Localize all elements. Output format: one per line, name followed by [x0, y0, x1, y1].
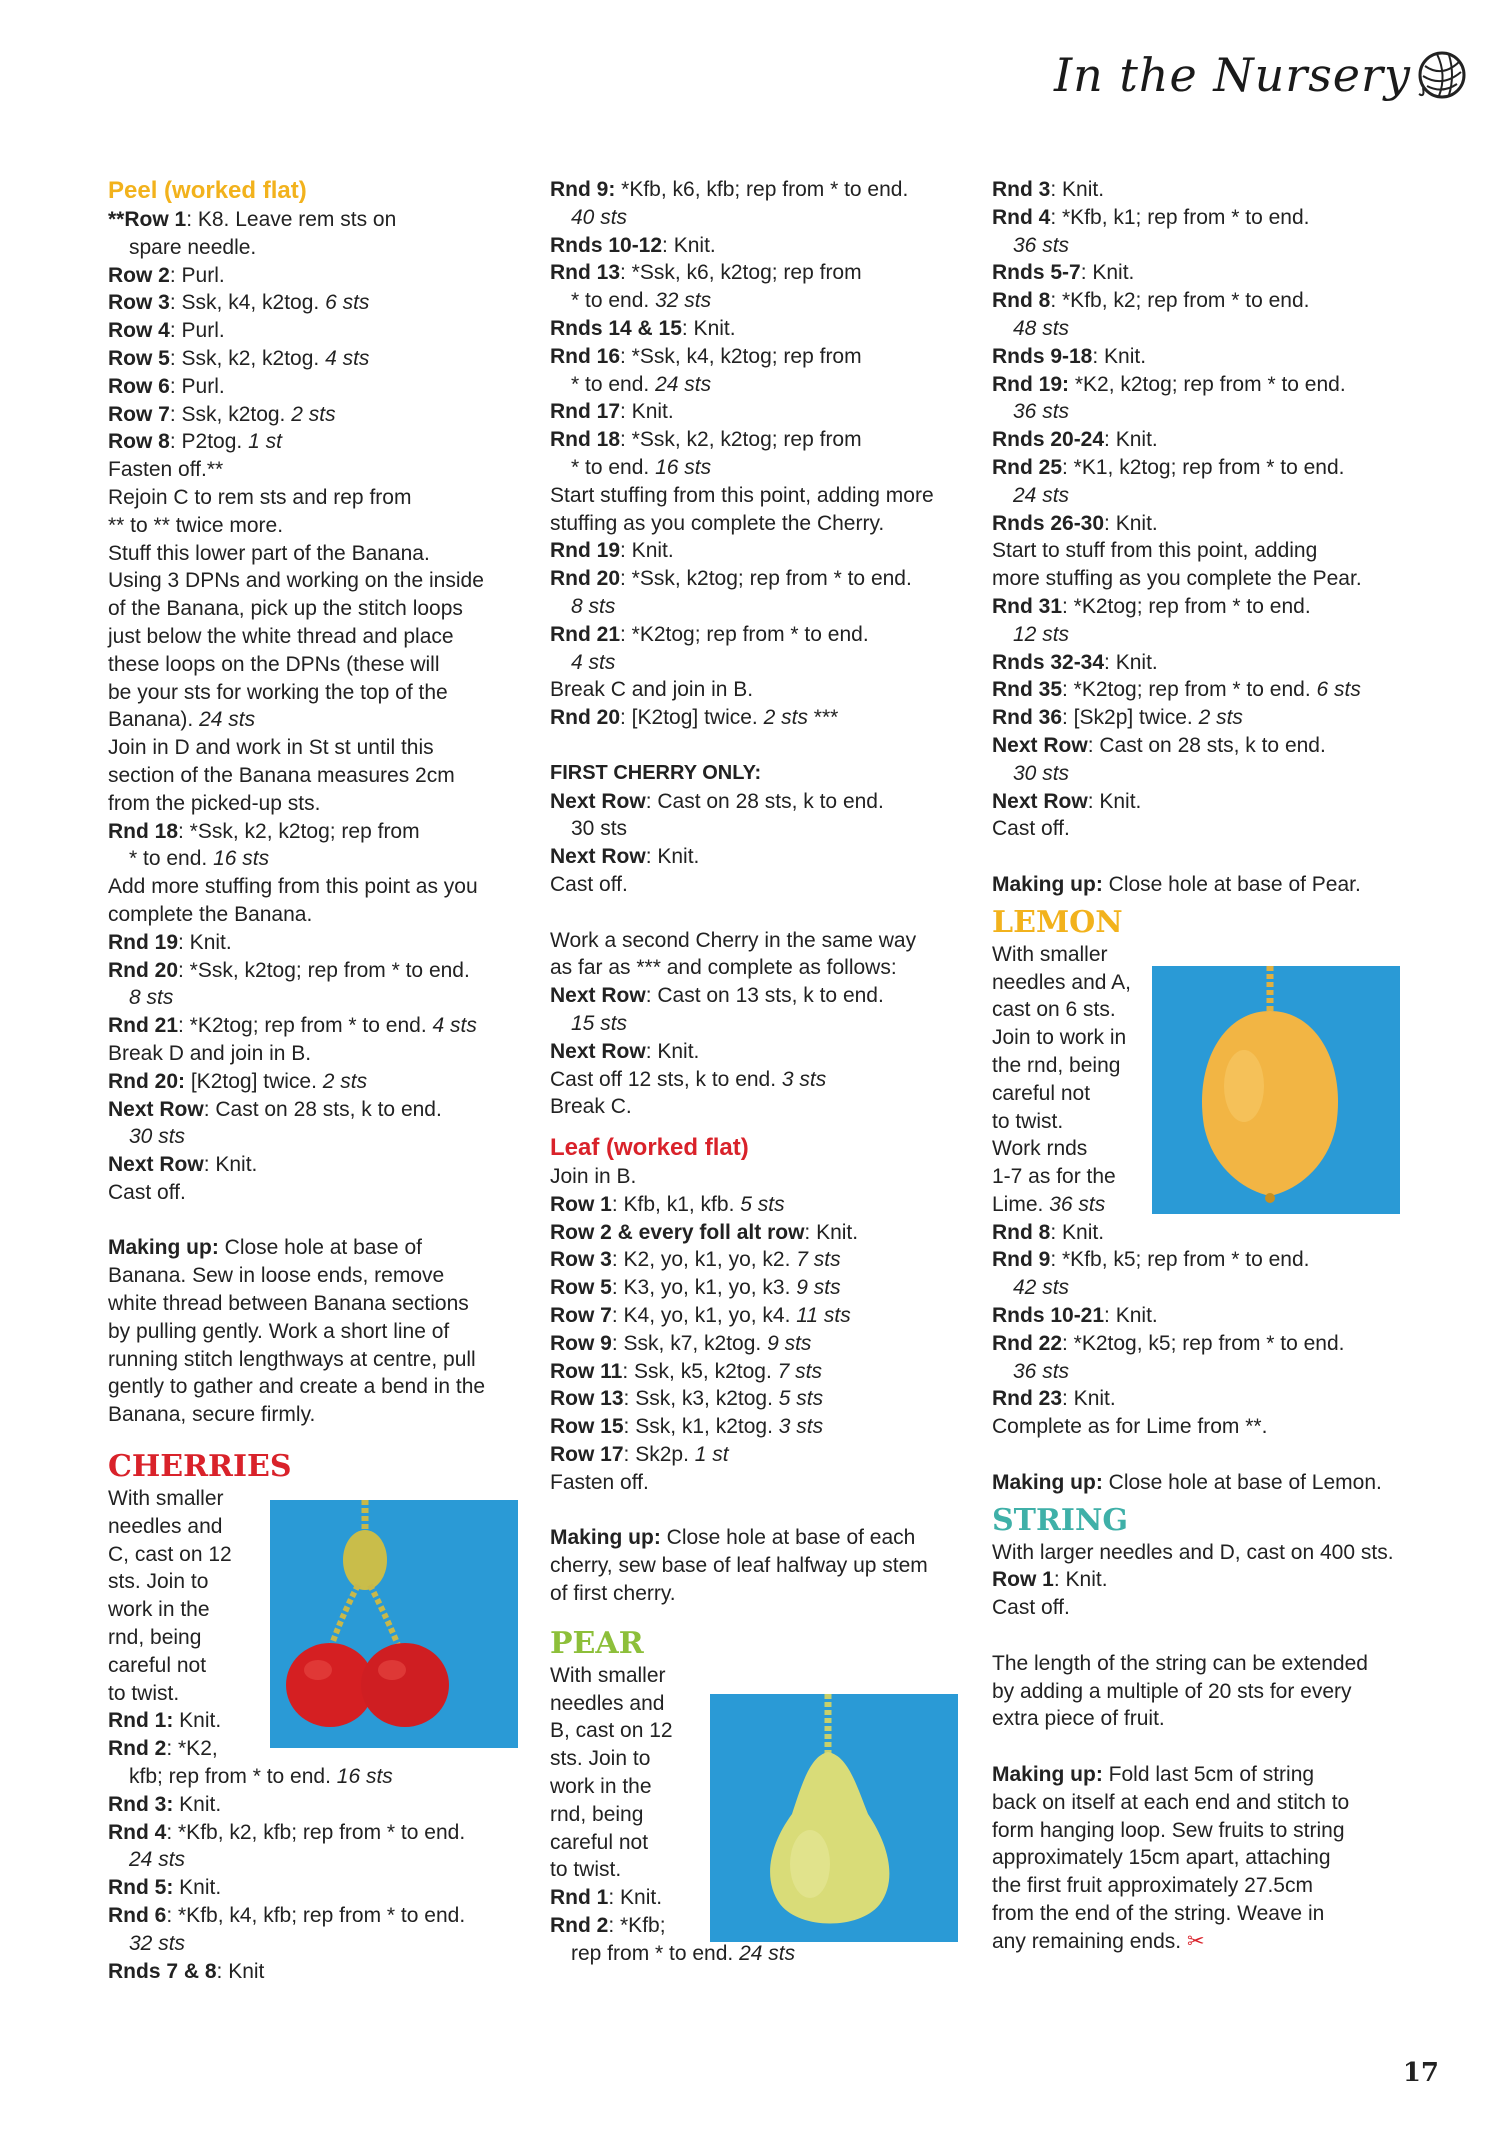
instruction-line: just below the white thread and place	[108, 624, 454, 648]
instruction-line: ** to ** twice more.	[108, 513, 284, 537]
instruction-line: 36 sts	[1013, 233, 1070, 257]
instruction-line: 32 sts	[129, 1931, 186, 1955]
instruction-line: Row 8: P2tog. 1 st	[108, 430, 282, 454]
instruction-line: * to end. 16 sts	[129, 847, 270, 871]
page-number: 17	[1402, 2058, 1439, 2088]
making-up-line: Banana. Sew in loose ends, remove	[108, 1264, 445, 1288]
lemon-photo	[1152, 966, 1400, 1214]
making-up-line: any remaining ends. ✂	[992, 1929, 1205, 1953]
instruction-line: With smaller	[108, 1487, 224, 1511]
instruction-line: Rnds 9-18: Knit.	[992, 344, 1147, 368]
making-up-line: from the end of the string. Weave in	[992, 1902, 1325, 1926]
instruction-line: Rnds 10-21: Knit.	[992, 1304, 1158, 1328]
string-heading: STRING	[992, 1502, 1128, 1538]
instruction-line: more stuffing as you complete the Pear.	[992, 567, 1362, 591]
instruction-line: Add more stuffing from this point as you	[108, 875, 478, 899]
section-title: In the Nursery	[1053, 48, 1411, 102]
instruction-line: 24 sts	[1013, 483, 1070, 507]
making-up-line: Making up: Close hole at base of Lemon.	[992, 1470, 1382, 1494]
instruction-line: Join to work in	[992, 1026, 1127, 1050]
instruction-line: Rnd 18: *Ssk, k2, k2tog; rep from	[108, 819, 420, 843]
instruction-line: Rnd 1: Knit.	[550, 1886, 663, 1910]
instruction-line: Join in B.	[550, 1165, 637, 1189]
instruction-line: Rnds 14 & 15: Knit.	[550, 316, 736, 340]
instruction-line: to twist.	[992, 1109, 1064, 1133]
pear-heading: PEAR	[550, 1625, 644, 1661]
instruction-line: by adding a multiple of 20 sts for every	[992, 1679, 1352, 1703]
instruction-line: to twist.	[550, 1858, 622, 1882]
instruction-line: Row 2 & every foll alt row: Knit.	[550, 1220, 859, 1244]
instruction-line: Rnd 20: [K2tog] twice. 2 sts ***	[550, 706, 839, 730]
instruction-line: Rnds 5-7: Knit.	[992, 261, 1135, 285]
instruction-line: careful not	[108, 1653, 207, 1677]
instruction-line: Break D and join in B.	[108, 1041, 312, 1065]
making-up-line: cherry, sew base of leaf halfway up stem	[550, 1554, 928, 1578]
instruction-line: Rnd 25: *K1, k2tog; rep from * to end.	[992, 455, 1345, 479]
instruction-line: Rnd 3: Knit.	[108, 1792, 222, 1816]
instruction-line: rnd, being	[550, 1802, 644, 1826]
instruction-line: Cast off.	[992, 1596, 1070, 1620]
instruction-line: The length of the string can be extended	[992, 1651, 1368, 1675]
making-up-line: form hanging loop. Sew fruits to string	[992, 1818, 1345, 1842]
instruction-line: Stuff this lower part of the Banana.	[108, 541, 430, 565]
instruction-line: With smaller	[992, 942, 1108, 966]
instruction-line: Rnd 17: Knit.	[550, 400, 674, 424]
instruction-line: 36 sts	[1013, 1359, 1070, 1383]
instruction-line: Banana). 24 sts	[108, 708, 256, 732]
instruction-line: 42 sts	[1013, 1276, 1070, 1300]
instruction-line: Row 5: Ssk, k2, k2tog. 4 sts	[108, 346, 370, 370]
instruction-line: Rnd 21: *K2tog; rep from * to end.	[550, 622, 869, 646]
instruction-line: Next Row: Knit.	[550, 845, 700, 869]
instruction-line: Rnd 2: *Kfb;	[550, 1914, 666, 1938]
instruction-line: Rnds 7 & 8: Knit	[108, 1959, 265, 1983]
instruction-line: Row 7: K4, yo, k1, yo, k4. 11 sts	[550, 1304, 851, 1328]
instruction-line: Rnd 3: Knit.	[992, 178, 1105, 201]
instruction-line: these loops on the DPNs (these will	[108, 652, 440, 676]
instruction-line: Rnd 16: *Ssk, k4, k2tog; rep from	[550, 344, 862, 368]
instruction-line: Row 15: Ssk, k1, k2tog. 3 sts	[550, 1415, 824, 1439]
instruction-line: Rnd 6: *Kfb, k4, kfb; rep from * to end.	[108, 1904, 466, 1928]
instruction-line: Next Row: Knit.	[550, 1039, 700, 1063]
instruction-line: Row 17: Sk2p. 1 st	[550, 1443, 729, 1467]
cherries-photo	[270, 1500, 518, 1748]
instruction-line: Rnd 20: *Ssk, k2tog; rep from * to end.	[550, 567, 912, 591]
instruction-line: C, cast on 12	[108, 1542, 232, 1566]
instruction-line: Rnd 4: *Kfb, k1; rep from * to end.	[992, 205, 1310, 229]
instruction-line: **Row 1: K8. Leave rem sts on	[108, 208, 397, 231]
instruction-line: Work a second Cherry in the same way	[550, 928, 917, 952]
instruction-line: Row 1: Knit.	[992, 1568, 1108, 1592]
making-up-line: of first cherry.	[550, 1582, 676, 1606]
instruction-line: work in the	[550, 1775, 652, 1799]
instruction-line: Lime. 36 sts	[992, 1192, 1106, 1216]
instruction-line: 24 sts	[129, 1848, 186, 1872]
instruction-line: careful not	[992, 1081, 1091, 1105]
instruction-line: Row 1: Kfb, k1, kfb. 5 sts	[550, 1192, 785, 1216]
instruction-line: Cast off.	[108, 1180, 186, 1204]
instruction-line: be your sts for working the top of the	[108, 680, 448, 704]
instruction-line: kfb; rep from * to end. 16 sts	[129, 1765, 393, 1789]
instruction-line: 4 sts	[571, 650, 616, 674]
instruction-line: Row 13: Ssk, k3, k2tog. 5 sts	[550, 1387, 824, 1411]
instruction-line: sts. Join to	[550, 1747, 651, 1771]
instruction-line: Rnd 36: [Sk2p] twice. 2 sts	[992, 706, 1243, 730]
instruction-line: Rnd 19: Knit.	[550, 539, 674, 563]
peel-heading: Peel (worked flat)	[108, 177, 307, 204]
instruction-line: rep from * to end. 24 sts	[571, 1941, 796, 1965]
instruction-line: as far as *** and complete as follows:	[550, 956, 897, 980]
instruction-line: Complete as for Lime from **.	[992, 1415, 1268, 1439]
instruction-line: Start to stuff from this point, adding	[992, 539, 1318, 563]
instruction-line: Rnd 19: Knit.	[108, 930, 232, 954]
making-up-line: Making up: Fold last 5cm of string	[992, 1763, 1315, 1787]
cherries-heading: CHERRIES	[108, 1449, 292, 1485]
instruction-line: Rnd 31: *K2tog; rep from * to end.	[992, 594, 1311, 618]
instruction-line: With smaller	[550, 1663, 666, 1687]
instruction-line: Rnd 21: *K2tog; rep from * to end. 4 sts	[108, 1014, 477, 1038]
instruction-line: 30 sts	[571, 817, 628, 841]
instruction-line: 48 sts	[1013, 316, 1070, 340]
instruction-line: B, cast on 12	[550, 1719, 673, 1743]
instruction-line: of the Banana, pick up the stitch loops	[108, 597, 463, 621]
instruction-line: * to end. 24 sts	[571, 372, 712, 396]
instruction-line: Rnds 32-34: Knit.	[992, 650, 1158, 674]
making-up-line: Making up: Close hole at base of	[108, 1236, 422, 1260]
instruction-line: Rnd 13: *Ssk, k6, k2tog; rep from	[550, 261, 862, 285]
lemon-heading: LEMON	[992, 904, 1123, 940]
instruction-line: Rnd 8: *Kfb, k2; rep from * to end.	[992, 289, 1310, 313]
instruction-line: * to end. 32 sts	[571, 289, 712, 313]
instruction-line: needles and A,	[992, 970, 1131, 994]
instruction-line: Cast off 12 sts, k to end. 3 sts	[550, 1067, 827, 1091]
instruction-line: Fasten off.	[550, 1470, 649, 1494]
instruction-line: Rnd 1: Knit.	[108, 1709, 222, 1733]
instruction-line: Rejoin C to rem sts and rep from	[108, 485, 412, 509]
instruction-line: from the picked-up sts.	[108, 791, 321, 815]
instruction-line: careful not	[550, 1830, 649, 1854]
page-header	[1054, 48, 1469, 102]
instruction-line: Start stuffing from this point, adding more	[550, 483, 934, 507]
instruction-line: stuffing as you complete the Cherry.	[550, 511, 885, 535]
pear-photo	[710, 1694, 958, 1942]
first-cherry-heading: FIRST CHERRY ONLY:	[550, 761, 762, 784]
instruction-line: * to end. 16 sts	[571, 455, 712, 479]
instruction-line: With larger needles and D, cast on 400 sts.	[992, 1540, 1394, 1564]
instruction-line: needles and	[550, 1691, 665, 1715]
instruction-line: Next Row: Cast on 28 sts, k to end.	[992, 733, 1326, 757]
making-up-line: running stitch lengthways at centre, pull	[108, 1347, 476, 1371]
instruction-line: Cast off.	[550, 872, 628, 896]
instruction-line: Rnd 22: *K2tog, k5; rep from * to end.	[992, 1331, 1345, 1355]
instruction-line: Next Row: Cast on 13 sts, k to end.	[550, 984, 884, 1008]
instruction-line: Cast off.	[992, 817, 1070, 841]
making-up-line: approximately 15cm apart, attaching	[992, 1846, 1331, 1870]
instruction-line: rnd, being	[108, 1626, 202, 1650]
instruction-line: sts. Join to	[108, 1570, 209, 1594]
instruction-line: Using 3 DPNs and working on the inside	[108, 569, 484, 593]
instruction-line: to twist.	[108, 1681, 180, 1705]
instruction-line: Row 3: Ssk, k4, k2tog. 6 sts	[108, 291, 370, 315]
instruction-line: Rnds 20-24: Knit.	[992, 428, 1158, 452]
making-up-line: the first fruit approximately 27.5cm	[992, 1874, 1313, 1898]
instruction-line: Rnds 10-12: Knit.	[550, 233, 716, 257]
instruction-line: Break C.	[550, 1095, 632, 1119]
instruction-line: 40 sts	[571, 205, 628, 229]
instruction-line: Rnd 4: *Kfb, k2, kfb; rep from * to end.	[108, 1820, 466, 1844]
yarn-ball-icon	[1415, 48, 1469, 102]
making-up-line: Banana, secure firmly.	[108, 1403, 316, 1427]
instruction-line: needles and	[108, 1514, 223, 1538]
leaf-heading: Leaf (worked flat)	[550, 1134, 749, 1162]
instruction-line: 1-7 as for the	[992, 1165, 1116, 1189]
instruction-line: Fasten off.**	[108, 458, 224, 482]
instruction-line: Rnd 18: *Ssk, k2, k2tog; rep from	[550, 428, 862, 452]
instruction-line: Break C and join in B.	[550, 678, 754, 702]
instruction-line: Next Row: Knit.	[992, 789, 1142, 813]
instruction-line: Work rnds	[992, 1137, 1088, 1161]
instruction-line: 12 sts	[1013, 622, 1070, 646]
instruction-line: 30 sts	[1013, 761, 1070, 785]
making-up-line: white thread between Banana sections	[108, 1292, 469, 1316]
instruction-line: 36 sts	[1013, 400, 1070, 424]
instruction-line: Rnd 9: *Kfb, k6, kfb; rep from * to end.	[550, 178, 909, 201]
instruction-line: Next Row: Cast on 28 sts, k to end.	[108, 1097, 442, 1121]
instruction-line: Row 7: Ssk, k2tog. 2 sts	[108, 402, 336, 426]
instruction-line: the rnd, being	[992, 1053, 1121, 1077]
instruction-line: Rnds 26-30: Knit.	[992, 511, 1158, 535]
instruction-line: Rnd 8: Knit.	[992, 1220, 1105, 1244]
instruction-line: Rnd 23: Knit.	[992, 1387, 1116, 1411]
instruction-line: Row 11: Ssk, k5, k2tog. 7 sts	[550, 1359, 822, 1383]
instruction-line: Row 2: Purl.	[108, 263, 225, 287]
instruction-line: Row 9: Ssk, k7, k2tog. 9 sts	[550, 1331, 812, 1355]
instruction-line: Next Row: Cast on 28 sts, k to end.	[550, 789, 884, 813]
instruction-line: 8 sts	[129, 986, 174, 1010]
instruction-line: Rnd 9: *Kfb, k5; rep from * to end.	[992, 1248, 1310, 1272]
instruction-line: complete the Banana.	[108, 902, 313, 926]
instruction-line: Row 3: K2, yo, k1, yo, k2. 7 sts	[550, 1248, 841, 1272]
instruction-line: 8 sts	[571, 594, 616, 618]
instruction-line: Rnd 5: Knit.	[108, 1876, 222, 1900]
end-mark-icon: ✂	[1186, 1929, 1205, 1953]
instruction-line: cast on 6 sts.	[992, 998, 1116, 1022]
instruction-line: work in the	[108, 1598, 210, 1622]
instruction-line: section of the Banana measures 2cm	[108, 763, 455, 787]
instruction-line: Row 5: K3, yo, k1, yo, k3. 9 sts	[550, 1276, 841, 1300]
instruction-line: Join in D and work in St st until this	[108, 736, 434, 760]
instruction-line: Rnd 35: *K2tog; rep from * to end. 6 sts	[992, 678, 1361, 702]
instruction-line: Row 6: Purl.	[108, 374, 225, 398]
instruction-line: 15 sts	[571, 1011, 628, 1035]
instruction-line: Next Row: Knit.	[108, 1153, 258, 1177]
instruction-line: 30 sts	[129, 1125, 186, 1149]
instruction-line: Rnd 20: [K2tog] twice. 2 sts	[108, 1069, 368, 1093]
making-up-line: Making up: Close hole at base of Pear.	[992, 872, 1361, 896]
instruction-line: spare needle.	[129, 235, 257, 259]
instruction-line: extra piece of fruit.	[992, 1707, 1165, 1731]
instruction-line: Rnd 2: *K2,	[108, 1737, 218, 1761]
making-up-line: gently to gather and create a bend in the	[108, 1375, 486, 1399]
making-up-line: Making up: Close hole at base of each	[550, 1526, 916, 1550]
instruction-line: Rnd 19: *K2, k2tog; rep from * to end.	[992, 372, 1346, 396]
making-up-line: back on itself at each end and stitch to	[992, 1790, 1350, 1814]
instruction-line: Rnd 20: *Ssk, k2tog; rep from * to end.	[108, 958, 470, 982]
instruction-line: Row 4: Purl.	[108, 319, 225, 343]
making-up-line: by pulling gently. Work a short line of	[108, 1319, 450, 1343]
